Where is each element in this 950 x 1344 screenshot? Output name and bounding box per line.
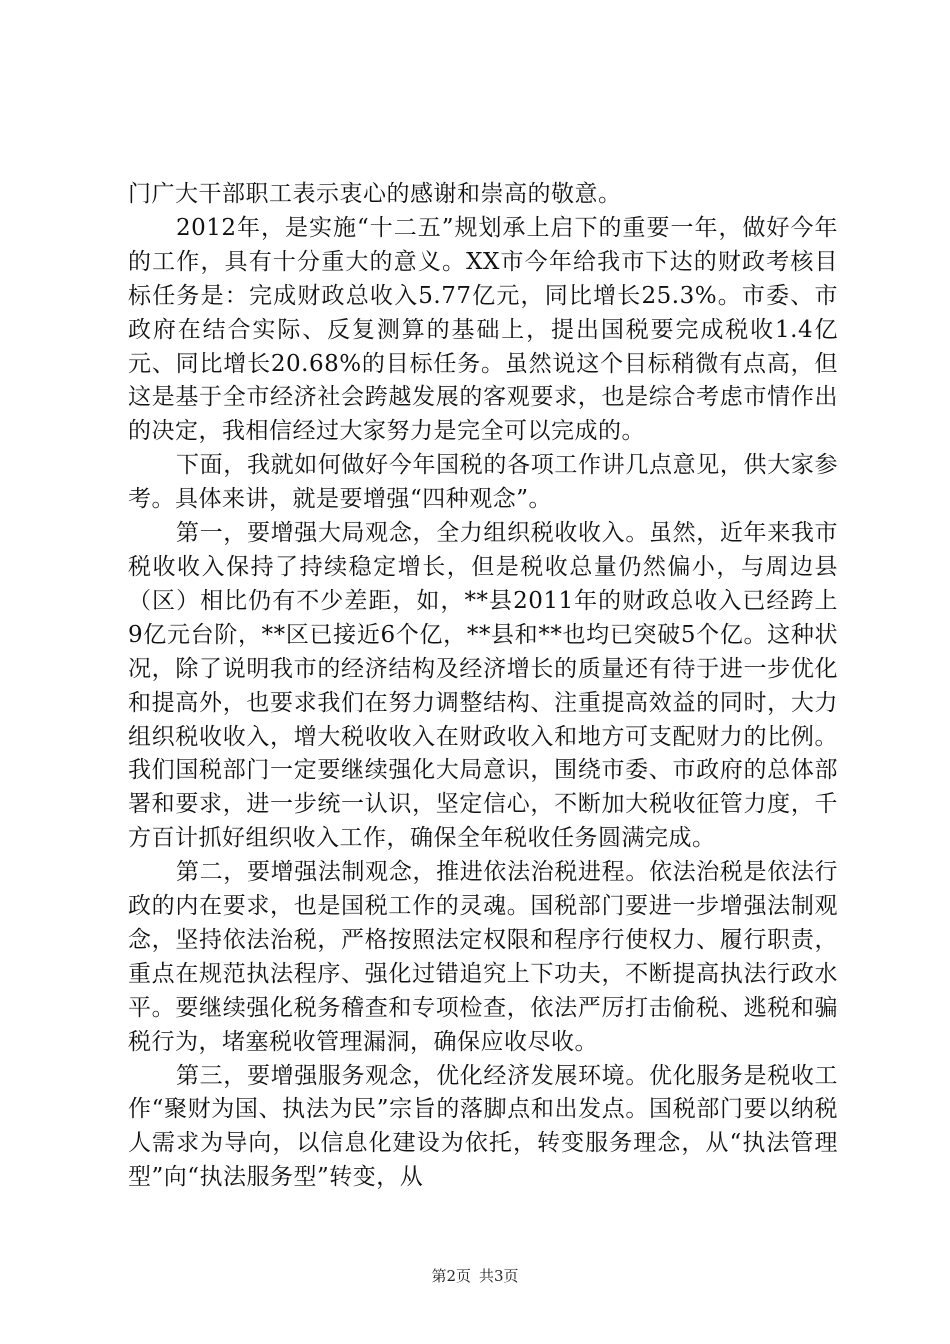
paragraph-4: 第一，要增强大局观念，全力组织税收收入。虽然，近年来我市税收收入保持了持续稳定增长，但是税收总量仍然偏小，与周边县（区）相比仍有不少差距，如，**县2011年的财政总收入已经跨上9亿元台阶，**区已接近6个亿，**县和**也均已突破5个亿。这种状况，除了说明我市的经济结构及经济增长的质量还有待于进一步优化和提高外，也要求我们在努力调整结构、注重提高效益的同时，大力组织税收收入，增大税收收入在财政收入和地方可支配财力的比例。我们国税部门一定要继续强化大局意识，围绕市委、市政府的总体部署和要求，进一步统一认识，坚定信心，不断加大税收征管力度，千方百计抓好组织收入工作，确保全年税收任务圆满完成。 xyxy=(128,520,838,852)
page-total: 共3页 xyxy=(479,1267,519,1285)
document-body xyxy=(128,178,838,1195)
paragraph-2: 2012年，是实施“十二五”规划承上启下的重要一年，做好今年的工作，具有十分重大的意义。XX市今年给我市下达的财政考核目标任务是：完成财政总收入5.77亿元，同比增长25.3%。市委、市政府在结合实际、反复测算的基础上，提出国税要完成税收1.4亿元、同比增长20.68%的目标任务。虽然说这个目标稍微有点高，但这是基于全市经济社会跨越发展的客观要求，也是综合考虑市情作出的决定，我相信经过大家努力是完全可以完成的。 xyxy=(128,214,838,445)
paragraph-1: 门广大干部职工表示衷心的感谢和崇高的敬意。 xyxy=(128,181,622,207)
paragraph-3: 下面，我就如何做好今年国税的各项工作讲几点意见，供大家参考。具体来讲，就是要增强“四种观念”。 xyxy=(128,452,838,513)
page-footer xyxy=(0,1266,950,1286)
paragraph-6: 第三，要增强服务观念，优化经济发展环境。优化服务是税收工作“聚财为国、执法为民”宗旨的落脚点和出发点。国税部门要以纳税人需求为导向，以信息化建设为依托，转变服务理念，从“执法管理型”向“执法服务型”转变，从 xyxy=(128,1062,838,1191)
page-number: 第2页 xyxy=(431,1267,471,1285)
paragraph-5: 第二，要增强法制观念，推进依法治税进程。依法治税是依法行政的内在要求，也是国税工作的灵魂。国税部门要进一步增强法制观念，坚持依法治税，严格按照法定权限和程序行使权力、履行职责，重点在规范执法程序、强化过错追究上下功夫，不断提高执法行政水平。要继续强化税务稽查和专项检查，依法严厉打击偷税、逃税和骗税行为，堵塞税收管理漏洞，确保应收尽收。 xyxy=(128,859,838,1055)
